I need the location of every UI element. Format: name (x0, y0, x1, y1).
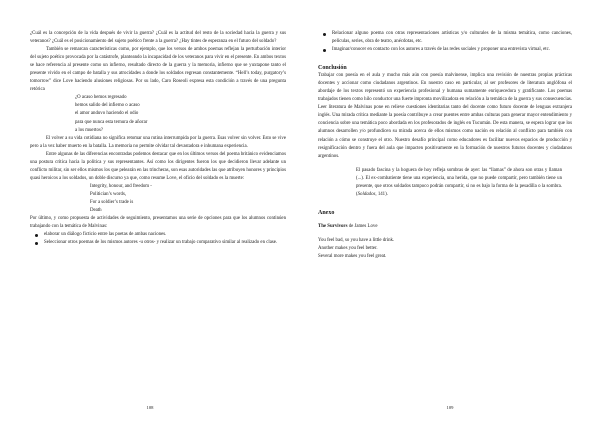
activities-list (30, 231, 286, 247)
paragraph-4: Por último, y como propuesta de actividades de seguimiento, presentamos una serie de opciones para que los alumnos continúen trabajando con la temática de Malvinas: (30, 216, 286, 230)
verse-line: Integrity, honour, and freedom - (90, 183, 152, 189)
quote-source-title: Soldados (357, 191, 376, 197)
anexo-heading: Anexo (318, 209, 335, 216)
list-item: elaborar un diálogo ficticio entre las poetas de ambas naciones. (30, 231, 286, 239)
list-item: Seleccionar otros poemas de los mismos autores -u otros- y realizar un trabajo comparativo similar al realizado en clase. (30, 239, 286, 247)
verse-line: para que nunca esta ternura de añorar (75, 119, 148, 125)
right-column (318, 30, 572, 261)
poem-author: de James Love (347, 223, 378, 229)
paragraph-1: También se remarcan características como, por ejemplo, que los versos de ambos poemas reflejan la perturbación interior del sujeto poético provocada por la catástrofe, planteando la incapacidad de los veteranos para vivir en el presente. En ambos textos se hace referencia al presente como un infierno, resultado directo de la guerra y la memoria, infierno que se yuxtapone tanto el presente vivido en el campo de batalla y sus atrocidades a donde los soldados regresan constantemente. “Hell’s today, purgatory’s tomorrow” dice Love haciendo alusiones religiosas. Por su lado, Caro Roseoli expresa esta condición a través de una pregunta retórica (30, 47, 286, 93)
conclusion-heading: Conclusión (318, 65, 347, 72)
poem-line: Another makes you feel better. (318, 245, 378, 251)
intro-paragraph: ¿Cuál es la concepción de la vida después de vivir la guerra? ¿Cuál es la actitud del resto de la sociedad hacia la guerra y sus veteranos? ¿Cuál es el posicionamiento del sujeto poético frente a la guerra? ¿Hay tintes de esperanza en el futuro del soldado? (30, 31, 286, 45)
poem-line: You feel bad, so you have a little drink. (318, 237, 395, 243)
page-number: 109 (446, 405, 454, 410)
paragraph-3: Entre algunas de las diferencias encontradas podemos destacar que en los últimos versos del poema británico evidenciamos una postura crítica hacia la política y sus representantes. Así como los dirigentes fueron los que decidieron llevar adelante un conflicto militar, sin ser ellos mismos los que pelearán en las trincheras, son esas autoridades las que atribuyen honores y principios quasi heroicos a los soldados, un doble discurso ya que, como resume Love, el oficio del soldado es la muerte: (30, 151, 286, 181)
verse-line: Politician’s words, (90, 191, 127, 197)
page-number: 108 (146, 405, 154, 410)
conclusion-paragraph: Trabajar con poesía en el aula y mucho más aún con poesía malvinense, implica una revisión de nuestras propias prácticas docentes y accionar como ciudadanos argentinos. En nuestro caso en particular, al ser profesores de literatura anglófona el abordaje de los textos representó un experiencia profesional y humana sumamente enriquecedora y gratificante. Los poemas trabajados tienen como hilo conductor una fuerte impronta movilizadora en relación a la temática de la guerra y sus consecuencias. Leer literatura de Malvinas pone en relieve cuestiones identitarias tanto del docente como futuro docente de lenguas extranjera inglés. Una mirada crítica mediante la poesía contribuye a crear puentes entre ambas culturas para generar mayor entendimiento y conciencia sobre una temática poco abordada en los profesorados de inglés en Tucumán. De esta manera, se espera lograr que los alumnos desarrollen y/o profundicen su mirada acerca de ellos mismos como nación en relación al conflicto para también con relación a cómo se construye el otro. Nuestro desafío principal como educadores es facilitar nuevos espacios de producción y resignificación dentro y fuera del aula que impacten positivamente en la formación de nuestros futuros docentes y ciudadanos argentinos. (318, 73, 572, 159)
paragraph-2: El volver a su vida cotidiana no significa retomar una rutina interrumpida por la guerra. Esas volver sin volver. Esto se vive pero a la vez haber muerto en la batalla. La memoria no permite olvidar tal devastadora e inhumana experiencia. (30, 135, 286, 149)
poem-line: Several more makes you feel great. (318, 253, 387, 259)
verse-line: ¿O acaso hemos regresado (75, 95, 127, 101)
verse-line: a los muertos? (75, 127, 103, 133)
verse-block-2 (30, 183, 286, 215)
activities-list-continued (318, 30, 572, 54)
poem-title (318, 223, 572, 231)
verse-line: el amor anduvo haciendo el odio (75, 111, 139, 117)
right-page (300, 0, 600, 424)
poem-title-bold: The Survivors (318, 223, 348, 229)
verse-line: hemos salido del infierno o acaso (75, 103, 140, 109)
verse-block-1 (30, 94, 286, 134)
block-quote: El pasado fascina y la hoguera de hoy refleja sombras de ayer: las “llamas” de ahora son otras y llaman (...). El ex-combatiente tiene una experiencia, una herida, que no puede compartir, pero también tiene un presente, que otros soldados tampoco podrán compartir, si no es bajo la forma de la pesadilla o la sombra. (Soldados, 141). (356, 167, 562, 197)
list-item: Imaginar/conocer en contacto con los autores a través de las redes sociales y proponer una entrevista virtual, etc. (318, 46, 572, 54)
verse-line: For a soldier’s trade is (90, 199, 134, 205)
list-item: Relacionar alguno poema con otras representaciones artísticas y/o culturales de la misma temática, como canciones, películas, series, obra de teatro, anécdotas, etc. (318, 30, 572, 46)
verse-line: Death (90, 208, 102, 214)
left-column (30, 30, 286, 247)
